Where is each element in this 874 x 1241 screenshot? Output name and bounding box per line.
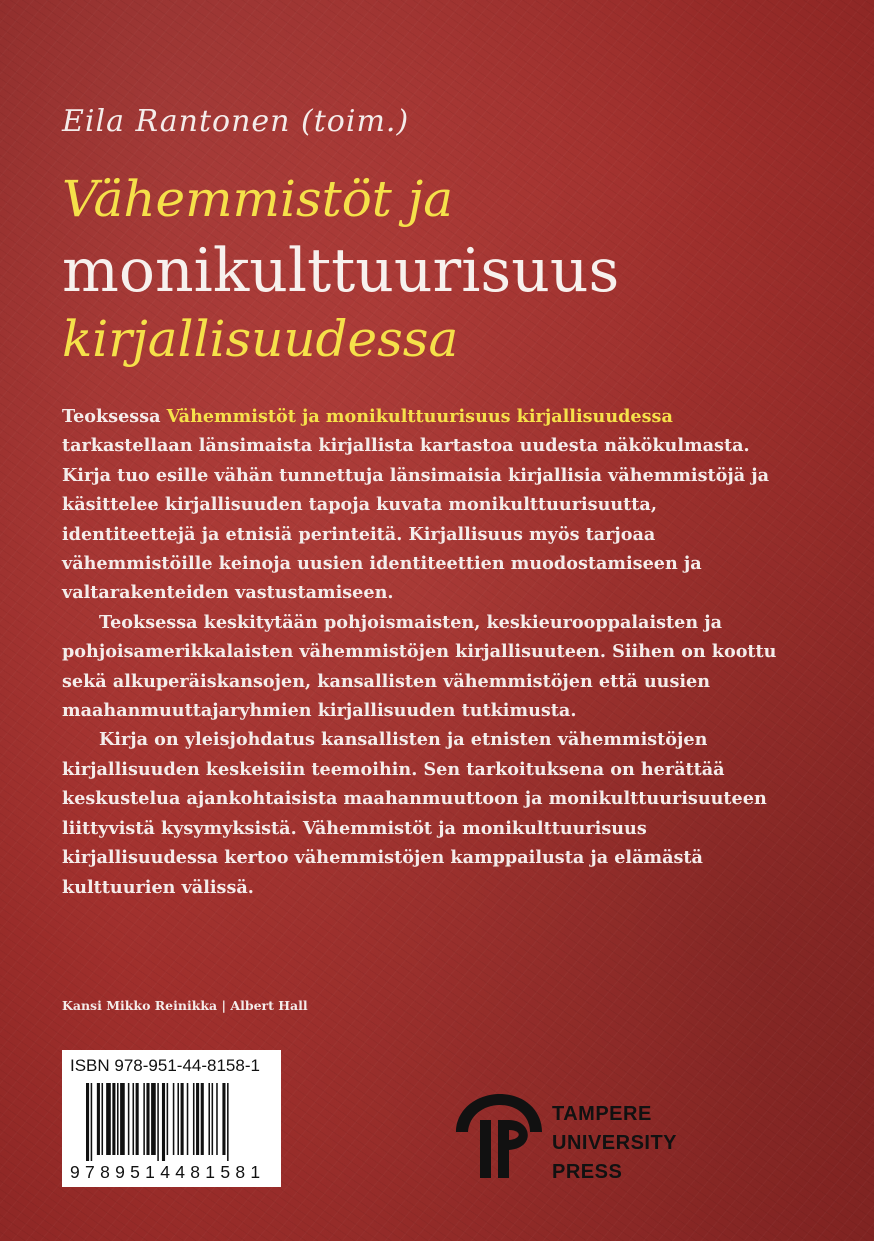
barcode-bar [208, 1083, 210, 1155]
barcode-bar [222, 1083, 225, 1155]
barcode-bar [162, 1083, 165, 1161]
paragraph-1-rest: tarkastellaan länsimaista kirjallista kartastoa uudesta näkökulmasta. Kirja tuo esille vähän tunnettuja länsimaisia kirjallisia vähemmistöjä ja käsittelee kirjallisuuden tapoja kuvata monikulttuurisuutta, identiteettejä ja etnisiä perinteitä. Kirjallisuus myös tarjoaa vähemmistöille keinoja uusien identiteettien muodostamiseen ja valtarakenteiden vastustamiseen. [62, 435, 770, 604]
barcode-bar [97, 1083, 100, 1155]
barcode-bar [173, 1083, 175, 1155]
barcode-bar [120, 1083, 125, 1155]
publisher-name [552, 1100, 677, 1187]
barcode-bar [177, 1083, 179, 1155]
barcode-bar [201, 1083, 204, 1155]
barcode-bar [102, 1083, 104, 1155]
barcode-bar [106, 1083, 111, 1155]
barcode-bar [117, 1083, 119, 1155]
description-paragraph-3: Kirja on yleisjohdatus kansallisten ja etnisten vähemmistöjen kirjallisuuden keskeisiin teemoihin. Sen tarkoituksena on herättää keskustelua ajankohtaisista maahanmuuttoon ja monikulttuurisuuteen liittyvistä kysymyksistä. Vähemmistöt ja monikulttuurisuus kirjallisuudessa kertoo vähemmistöjen kamppailusta ja elämästä kulttuurien välissä. [62, 729, 767, 898]
barcode-bar [212, 1083, 214, 1155]
publisher-line-1: TAMPERE [552, 1103, 652, 1125]
barcode-panel [62, 1050, 281, 1187]
description-text [62, 402, 782, 902]
title-line-2: monikulttuurisuus [62, 236, 620, 306]
highlighted-book-title: Vähemmistöt ja monikulttuurisuus kirjallisuudessa [166, 406, 673, 427]
barcode-bar [187, 1083, 189, 1155]
barcode-bar [181, 1083, 184, 1155]
barcode-bar [227, 1083, 229, 1161]
publisher-line-3: PRESS [552, 1161, 623, 1183]
barcode-bar [143, 1083, 145, 1155]
barcode-bar [128, 1083, 130, 1155]
tup-logo-icon [450, 1092, 545, 1187]
cover-credits: Kansi Mikko Reinikka | Albert Hall [62, 998, 308, 1013]
barcode-bar [133, 1083, 135, 1155]
barcode-bar [91, 1083, 93, 1161]
barcode-bar [151, 1083, 156, 1155]
barcode-bar [167, 1083, 169, 1155]
description-paragraph-1 [62, 402, 782, 608]
paragraph-1-lead: Teoksessa [62, 406, 167, 427]
barcode-digits: 9789514481581 [70, 1162, 266, 1182]
barcode-bar [193, 1083, 195, 1155]
barcode-icon [86, 1083, 271, 1161]
isbn-label: ISBN 978-951-44-8158-1 [70, 1056, 260, 1075]
barcode-bar [146, 1083, 149, 1155]
title-line-3: kirjallisuudessa [62, 310, 459, 368]
description-paragraph-2: Teoksessa keskitytään pohjoismaisten, keskieurooppalaisten ja pohjoisamerikkalaisten vähemmistöjen kirjallisuuteen. Siihen on koottu sekä alkuperäiskansojen, kansallisten vähemmistöjen että uusien maahanmuuttajaryhmien kirjallisuuden tutkimusta. [62, 611, 777, 722]
title-line-1: Vähemmistöt ja [62, 170, 454, 228]
barcode-bar [216, 1083, 218, 1155]
barcode-bar [86, 1083, 89, 1161]
barcode-bar [157, 1083, 159, 1161]
barcode-bar [112, 1083, 115, 1155]
author-credit: Eila Rantonen (toim.) [62, 104, 410, 139]
publisher-line-2: UNIVERSITY [552, 1132, 678, 1154]
barcode-bar [196, 1083, 199, 1155]
barcode-bar [136, 1083, 139, 1155]
